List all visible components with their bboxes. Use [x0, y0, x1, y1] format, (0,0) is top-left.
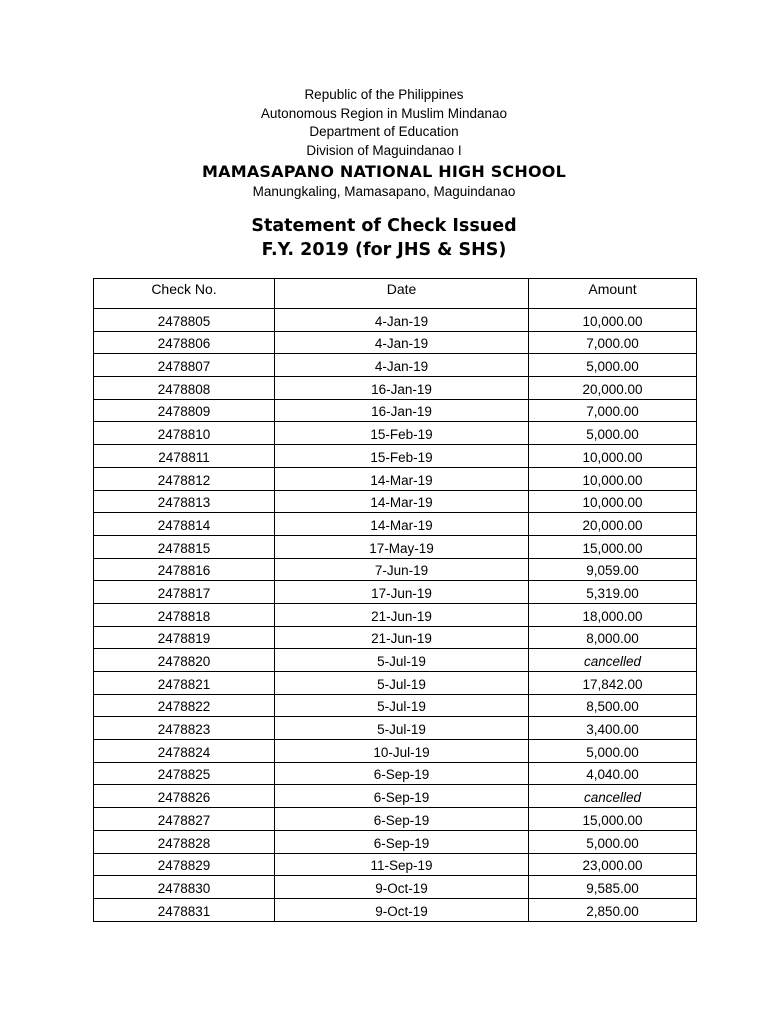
table-row	[94, 490, 697, 513]
date-cell: 15-Feb-19	[275, 422, 529, 445]
date-cell: 5-Jul-19	[275, 649, 529, 672]
check-no-cell: 2478814	[94, 513, 275, 536]
amount-cell: 8,000.00	[529, 626, 697, 649]
check-no-cell: 2478811	[94, 445, 275, 468]
title-line-2: F.Y. 2019 (for JHS & SHS)	[261, 240, 507, 260]
check-no-cell: 2478822	[94, 694, 275, 717]
amount-cell: 10,000.00	[529, 467, 697, 490]
check-no-cell: 2478820	[94, 649, 275, 672]
amount-cell: 20,000.00	[529, 377, 697, 400]
table-header-row	[94, 279, 697, 309]
check-no-cell: 2478817	[94, 581, 275, 604]
table-row	[94, 830, 697, 853]
header-division: Division of Maguindanao I	[306, 142, 462, 158]
header-republic: Republic of the Philippines	[304, 87, 464, 102]
amount-cell: 15,000.00	[529, 535, 697, 558]
check-no-cell: 2478825	[94, 762, 275, 785]
table-row	[94, 717, 697, 740]
amount-cell: 5,000.00	[529, 354, 697, 377]
header-region: Autonomous Region in Muslim Mindanao	[260, 105, 508, 121]
check-no-cell: 2478830	[94, 876, 275, 899]
date-cell: 6-Sep-19	[275, 785, 529, 808]
date-cell: 4-Jan-19	[275, 331, 529, 354]
date-cell: 11-Sep-19	[275, 853, 529, 876]
amount-cell: 10,000.00	[529, 490, 697, 513]
check-no-cell: 2478813	[94, 490, 275, 513]
check-no-cell: 2478815	[94, 535, 275, 558]
table-row	[94, 876, 697, 899]
column-header-amount: Amount	[529, 279, 697, 309]
table-row	[94, 649, 697, 672]
date-cell: 7-Jun-19	[275, 558, 529, 581]
amount-cell: 7,000.00	[529, 399, 697, 422]
table-row	[94, 558, 697, 581]
check-no-cell: 2478805	[94, 309, 275, 332]
amount-cell: 15,000.00	[529, 808, 697, 831]
table-row	[94, 785, 697, 808]
table-row	[94, 535, 697, 558]
amount-cell: 23,000.00	[529, 853, 697, 876]
date-cell: 16-Jan-19	[275, 399, 529, 422]
amount-cell: 3,400.00	[529, 717, 697, 740]
amount-cell: 5,000.00	[529, 830, 697, 853]
amount-cell: 5,000.00	[529, 740, 697, 763]
check-no-cell: 2478829	[94, 853, 275, 876]
date-cell: 4-Jan-19	[275, 309, 529, 332]
column-header-check-no: Check No.	[94, 279, 275, 309]
title-line-1: Statement of Check Issued	[251, 216, 517, 236]
amount-cell: 9,585.00	[529, 876, 697, 899]
date-cell: 21-Jun-19	[275, 626, 529, 649]
table-row	[94, 445, 697, 468]
table-row	[94, 694, 697, 717]
date-cell: 9-Oct-19	[275, 876, 529, 899]
table-row	[94, 603, 697, 626]
date-cell: 16-Jan-19	[275, 377, 529, 400]
amount-cell: 5,000.00	[529, 422, 697, 445]
date-cell: 21-Jun-19	[275, 603, 529, 626]
table-row	[94, 422, 697, 445]
table-row	[94, 898, 697, 921]
table-row	[94, 354, 697, 377]
header-department: Department of Education	[309, 124, 459, 139]
amount-cell: 20,000.00	[529, 513, 697, 536]
check-no-cell: 2478812	[94, 467, 275, 490]
date-cell: 6-Sep-19	[275, 762, 529, 785]
table-body	[94, 309, 697, 922]
school-address: Manungkaling, Mamasapano, Maguindanao	[252, 184, 516, 199]
check-no-cell: 2478819	[94, 626, 275, 649]
date-cell: 5-Jul-19	[275, 694, 529, 717]
check-no-cell: 2478810	[94, 422, 275, 445]
check-no-cell: 2478831	[94, 898, 275, 921]
amount-cell: 18,000.00	[529, 603, 697, 626]
date-cell: 5-Jul-19	[275, 717, 529, 740]
amount-cell: 10,000.00	[529, 309, 697, 332]
amount-cell: 10,000.00	[529, 445, 697, 468]
check-no-cell: 2478823	[94, 717, 275, 740]
checks-table	[93, 278, 697, 922]
school-name: MAMASAPANO NATIONAL HIGH SCHOOL	[202, 162, 566, 181]
check-no-cell: 2478806	[94, 331, 275, 354]
table-row	[94, 399, 697, 422]
date-cell: 15-Feb-19	[275, 445, 529, 468]
table-row	[94, 377, 697, 400]
check-no-cell: 2478821	[94, 672, 275, 695]
date-cell: 5-Jul-19	[275, 672, 529, 695]
table-row	[94, 853, 697, 876]
amount-cell: 17,842.00	[529, 672, 697, 695]
column-header-date: Date	[275, 279, 529, 309]
amount-cell: cancelled	[529, 785, 697, 808]
amount-cell: cancelled	[529, 649, 697, 672]
check-no-cell: 2478827	[94, 808, 275, 831]
check-no-cell: 2478816	[94, 558, 275, 581]
table-row	[94, 808, 697, 831]
date-cell: 17-Jun-19	[275, 581, 529, 604]
table-row	[94, 672, 697, 695]
check-no-cell: 2478818	[94, 603, 275, 626]
check-no-cell: 2478824	[94, 740, 275, 763]
date-cell: 9-Oct-19	[275, 898, 529, 921]
check-no-cell: 2478807	[94, 354, 275, 377]
table-row	[94, 467, 697, 490]
date-cell: 17-May-19	[275, 535, 529, 558]
table-row	[94, 626, 697, 649]
amount-cell: 5,319.00	[529, 581, 697, 604]
date-cell: 10-Jul-19	[275, 740, 529, 763]
amount-cell: 4,040.00	[529, 762, 697, 785]
amount-cell: 7,000.00	[529, 331, 697, 354]
document-header	[0, 86, 768, 201]
amount-cell: 8,500.00	[529, 694, 697, 717]
table-row	[94, 762, 697, 785]
amount-cell: 2,850.00	[529, 898, 697, 921]
check-no-cell: 2478828	[94, 830, 275, 853]
table-row	[94, 581, 697, 604]
amount-cell: 9,059.00	[529, 558, 697, 581]
table-row	[94, 513, 697, 536]
check-no-cell: 2478826	[94, 785, 275, 808]
date-cell: 4-Jan-19	[275, 354, 529, 377]
date-cell: 14-Mar-19	[275, 490, 529, 513]
date-cell: 14-Mar-19	[275, 467, 529, 490]
document-title	[0, 214, 768, 262]
table-row	[94, 740, 697, 763]
check-no-cell: 2478809	[94, 399, 275, 422]
check-no-cell: 2478808	[94, 377, 275, 400]
date-cell: 6-Sep-19	[275, 808, 529, 831]
table-row	[94, 309, 697, 332]
date-cell: 6-Sep-19	[275, 830, 529, 853]
table-row	[94, 331, 697, 354]
date-cell: 14-Mar-19	[275, 513, 529, 536]
